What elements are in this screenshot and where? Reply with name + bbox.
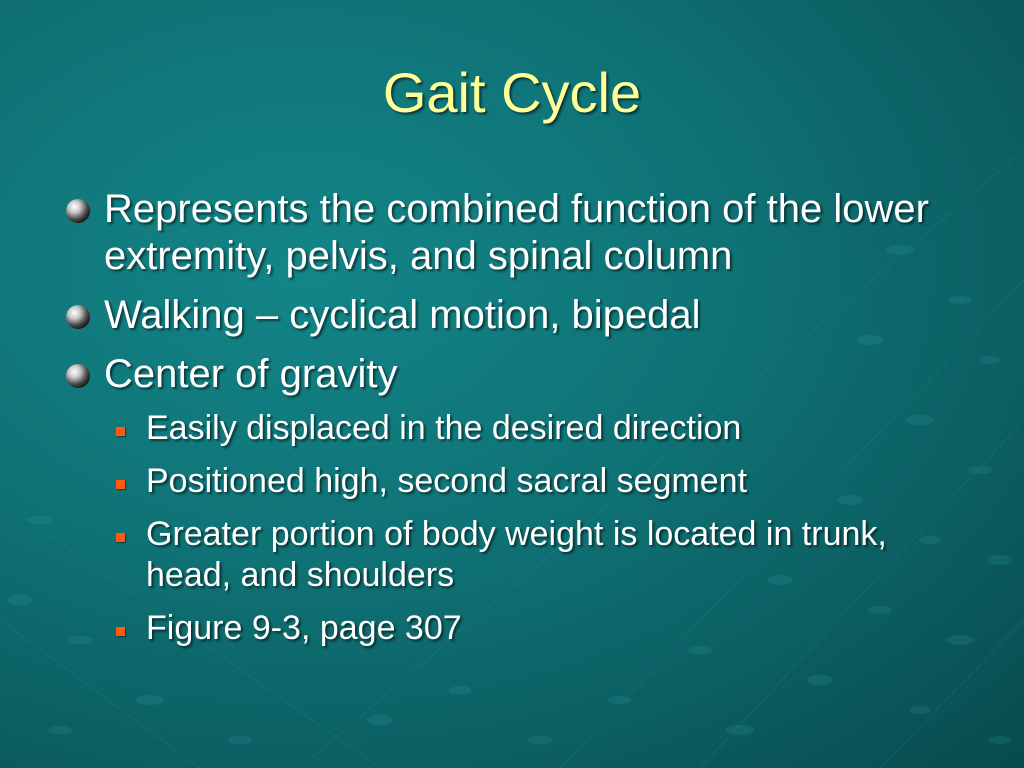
sub-bullet-text: Figure 9-3, page 307	[146, 609, 462, 647]
sub-bullet-text: Easily displaced in the desired direction	[146, 409, 742, 447]
square-bullet-icon	[116, 480, 125, 489]
bullet-text: Center of gravity	[104, 352, 398, 396]
sub-bullet-text: Positioned high, second sacral segment	[146, 462, 748, 500]
bullet-item	[64, 351, 964, 398]
square-bullet-icon	[116, 533, 125, 542]
sphere-bullet-icon	[64, 197, 92, 225]
sub-bullet-item	[64, 514, 964, 596]
sub-bullet-item	[64, 408, 964, 449]
bullet-item	[64, 292, 964, 339]
slide-body	[64, 186, 964, 661]
square-bullet-icon	[116, 427, 125, 436]
slide-title: Gait Cycle	[382, 61, 642, 124]
bullet-text: Represents the combined function of the lower extremity, pelvis, and spinal column	[104, 187, 929, 278]
sub-bullet-item	[64, 608, 964, 649]
sub-bullet-text: Greater portion of body weight is located in trunk, head, and shoulders	[146, 515, 887, 594]
bullet-text: Walking – cyclical motion, bipedal	[104, 293, 701, 337]
square-bullet-icon	[116, 627, 125, 636]
sphere-bullet-icon	[64, 362, 92, 390]
sub-bullet-list	[64, 408, 964, 649]
bullet-item	[64, 186, 964, 280]
sphere-bullet-icon	[64, 303, 92, 331]
sub-bullet-item	[64, 461, 964, 502]
